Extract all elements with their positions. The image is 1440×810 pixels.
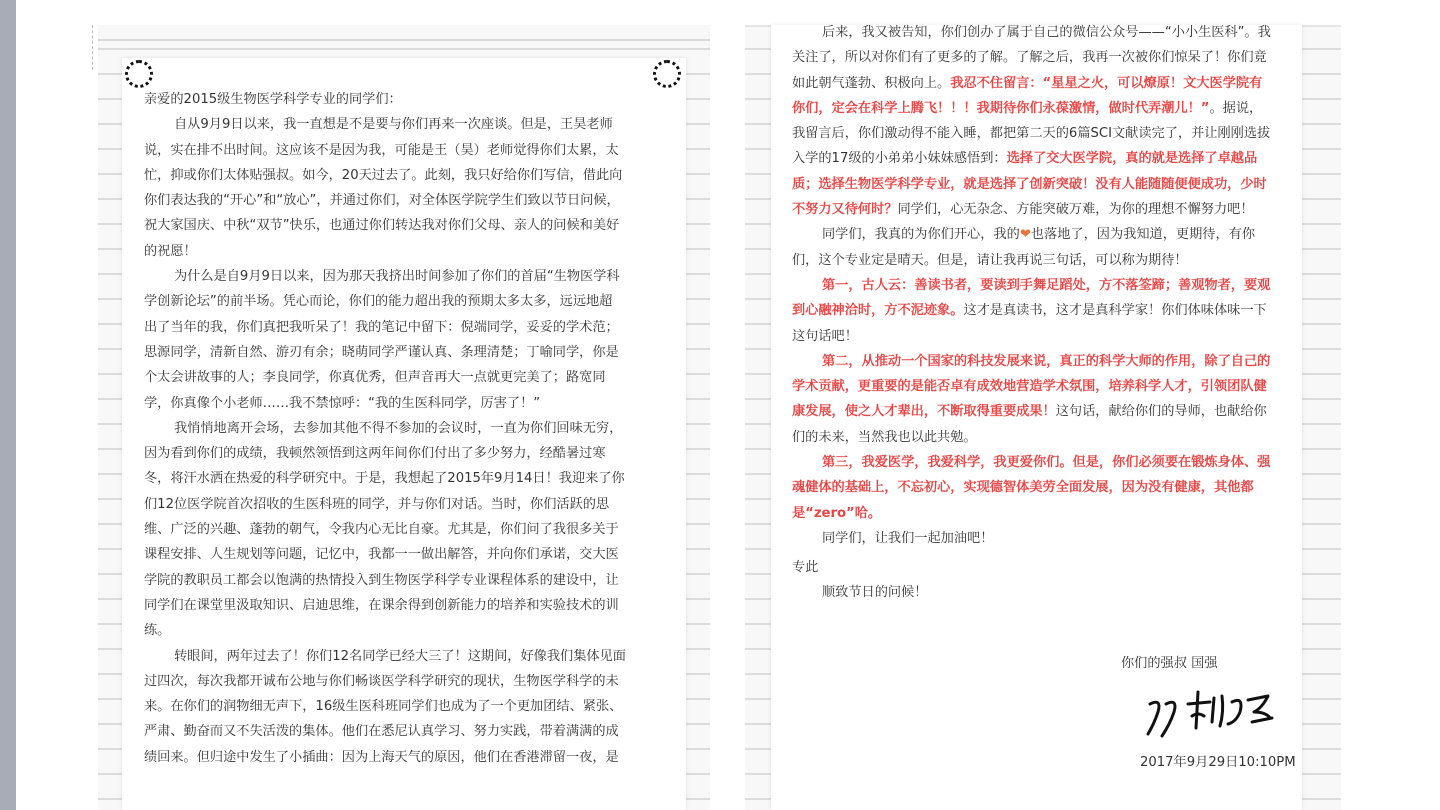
paragraph-line: 学创新论坛”的前半场。凭心而论，你们的能力超出我的预期太多太多，远远地超: [144, 294, 613, 310]
paragraph-line: 出了当年的我，你们真把我听呆了！我的笔记中留下：倪端同学，妥妥的学术范；: [144, 319, 619, 335]
paragraph-line: 这句话吧！: [792, 328, 858, 344]
paragraph-line: 祝大家国庆、中秋“双节”快乐，也通过你们转达我对你们父母、亲人的问候和美好: [144, 218, 620, 234]
paragraph-line: 思源同学，清新自然、游刃有余；晓萌同学严谨认真、条理清楚；丁喻同学，你是: [144, 344, 619, 360]
salutation: 亲爱的2015级生物医学科学专业的同学们：: [144, 92, 402, 107]
paragraph-line: 同学们在课堂里汲取知识、启迪思维，在课余得到创新能力的培养和实验技术的训: [144, 597, 619, 613]
paragraph-line: 后来，我又被告知，你们创办了属于自己的微信公众号——“小小生医科”。我: [822, 25, 1271, 40]
handwritten-signature: [1140, 682, 1290, 742]
closing-line: 顺致节日的问候！: [822, 585, 928, 601]
paragraph-line: 我留言后，你们激动得不能入睡，都把第二天的6篇SCI文献读完了，并让刚刚选拔: [792, 126, 1271, 142]
paragraph-line: 你们，定会在科学上腾飞！！！我期待你们永葆激情，做时代弄潮儿！”。据说，: [792, 100, 1263, 116]
paragraph-line: 个太会讲故事的人；李良同学，你真优秀，但声音再大一点就更完美了；路宽同: [144, 370, 606, 386]
paragraph-line: 不努力又待何时？同学们，心无杂念、方能突破万难，为你的理想不懈努力吧！: [792, 202, 1254, 218]
paragraph-line: 们12位医学院首次招收的生医科班的同学，并与你们对话。当时，你们活跃的思: [144, 496, 610, 512]
paragraph-line: 的祝愿！: [144, 243, 197, 259]
paragraph-line: 冬，将汗水洒在热爱的科学研究中。于是，我想起了2015年9月14日！我迎来了你: [144, 471, 625, 487]
paragraph-line: 第三，我爱医学，我爱科学，我更爱你们。但是，你们必须要在锻炼身体、强: [822, 455, 1271, 471]
binder-ring-icon: [653, 60, 681, 88]
paragraph-line: 学，你真像个小老师……我不禁惊呼：“我的生医科同学，厉害了！”: [144, 395, 541, 411]
signoff: 你们的强叔 国强: [1121, 656, 1218, 671]
paragraph-line: 忙，抑或你们太体贴强叔。如今，20天过去了。此刻，我只好给你们写信，借此向: [144, 167, 623, 183]
paragraph-line: 维、广泛的兴趣、蓬勃的朝气，令我内心无比自豪。尤其是，你们问了我很多关于: [144, 522, 619, 538]
paragraph-line: 康发展，使之人才辈出，不断取得重要成果！这句话，献给你们的导师，也献给你: [792, 404, 1267, 420]
paragraph-line: 为什么是自9月9日以来，因为那天我挤出时间参加了你们的首届“生物医学科: [174, 269, 620, 285]
closing-line: 专此: [792, 560, 819, 575]
paragraph-line: 说，实在排不出时间。这应该不是因为我，可能是王（昊）老师觉得你们太累，太: [144, 142, 619, 158]
letter-date: 2017年9月29日10:10PM: [1140, 755, 1296, 770]
paragraph-line: 我悄悄地离开会场，去参加其他不得不参加的会议时，一直为你们回味无穷，: [174, 420, 623, 436]
heart-icon: ❤: [1019, 227, 1031, 243]
paragraph-line: 第一，古人云：善读书者，要读到手舞足蹈处，方不落筌蹄；善观物者，要观: [822, 277, 1271, 293]
paragraph-line: 同学们，让我们一起加油吧！: [822, 530, 994, 546]
paragraph-line: 转眼间，两年过去了！你们12名同学已经大三了！这期间，好像我们集体见面: [174, 648, 626, 664]
left-letter-text: [144, 87, 626, 770]
paragraph-line: 如此朝气蓬勃、积极向上。我忍不住留言：“星星之火，可以燎原！文大医学院有: [792, 75, 1263, 91]
paragraph-line: 关注了，所以对你们有了更多的了解。了解之后，我再一次被你们惊呆了！你们竟: [792, 50, 1267, 66]
paragraph-line: 第二，从推动一个国家的科技发展来说，真正的科学大师的作用，除了自己的: [822, 353, 1271, 369]
paragraph-line: 你们表达我的“开心”和“放心”，并通过你们，对全体医学院学生们致以节日问候，: [144, 193, 620, 209]
paragraph-line: 质；选择生物医学科学专业，就是选择了创新突破！没有人能随随便便成功，少时: [792, 176, 1267, 192]
paragraph-line: 入学的17级的小弟弟小妹妹感悟到：选择了交大医学院，真的就是选择了卓越品: [792, 151, 1258, 167]
paragraph-line: 课程安排、人生规划等问题，记忆中，我都一一做出解答，并向你们承诺，交大医: [144, 547, 619, 563]
paragraph-line: 练。: [144, 623, 171, 639]
paragraph-line: 因为看到你们的成绩，我顿然领悟到这两年间你们付出了多少努力，经酷暑过寒: [144, 446, 606, 462]
sidebar-strip: [0, 0, 16, 810]
paragraph-line: 们，这个专业定是晴天。但是，请让我再说三句话，可以称为期待！: [792, 252, 1188, 268]
right-letter-text: [792, 20, 1271, 551]
left-page-margin-mark: [92, 25, 94, 70]
binder-ring-icon: [125, 60, 153, 88]
paragraph-line: 过四次，每次我都开诚布公地与你们畅谈医学科学研究的现状，生物医学科学的未: [144, 673, 619, 689]
paragraph-line: 们的未来，当然我也以此共勉。: [792, 429, 977, 445]
paragraph-line: 来。在你们的润物细无声下，16级生医科班同学们也成为了一个更加团结、紧张、: [144, 699, 623, 715]
paragraph-line: 严肃、勤奋而又不失活泼的集体。他们在悉尼认真学习、努力实践，带着满满的成: [144, 724, 619, 740]
paragraph-line: 魂健体的基础上，不忘初心，实现德智体美劳全面发展，因为没有健康，其他都: [792, 480, 1254, 496]
paragraph-line: 自从9月9日以来，我一直想是不是要与你们再来一次座谈。但是，王昊老师: [174, 117, 613, 133]
paragraph-line: 学术贡献，更重要的是能否卓有成效地营造学术氛围，培养科学人才，引领团队健: [792, 379, 1267, 395]
paragraph-line: 同学们，我真的为你们开心，我的❤也落地了，因为我知道，更期待，有你: [822, 227, 1256, 243]
paragraph-line: 学院的教职员工都会以饱满的热情投入到生物医学科学专业课程体系的建设中，让: [144, 572, 619, 588]
closing-block: [792, 555, 928, 606]
paragraph-line: 到心融神洽时，方不泥迹象。这才是真读书，这才是真科学家！你们体味体味一下: [792, 303, 1267, 319]
paragraph-line: 是“zero”哈。: [792, 505, 882, 521]
paragraph-line: 绩回来。但归途中发生了小插曲：因为上海天气的原因，他们在香港滞留一夜，是: [144, 749, 619, 765]
